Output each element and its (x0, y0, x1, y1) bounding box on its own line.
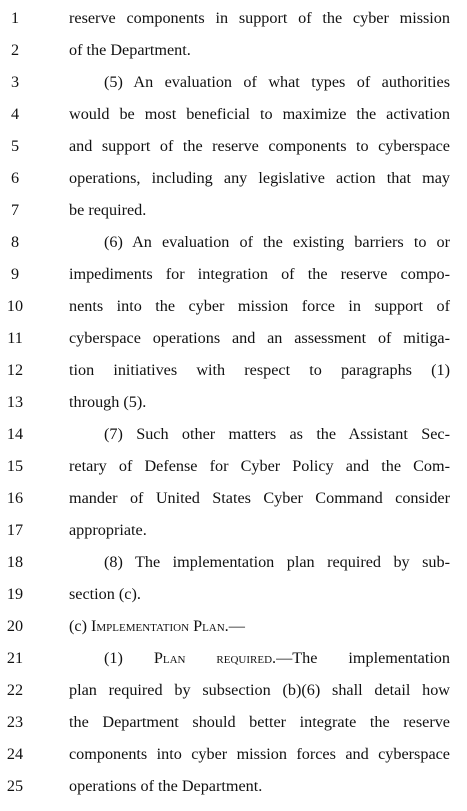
line-number: 13 (6, 393, 24, 411)
line-7 (0, 194, 467, 226)
line-text: through (5). (69, 393, 147, 411)
line-text: operations, including any legislative action that may (69, 169, 450, 187)
line-number: 7 (10, 201, 20, 219)
line-number: 9 (10, 265, 20, 283)
line-20 (0, 610, 467, 642)
line-12 (0, 354, 467, 386)
line-number: 2 (10, 41, 20, 59)
line-number: 14 (6, 425, 24, 443)
line-text: components into cyber mission forces and cyberspace (69, 745, 450, 763)
line-number: 1 (10, 9, 20, 27)
line-19 (0, 578, 467, 610)
line-number: 3 (10, 73, 20, 91)
line-14 (0, 418, 467, 450)
line-text: plan required by subsection (b)(6) shall detail how (69, 681, 450, 699)
line-number: 4 (10, 105, 20, 123)
heading-prefix: (1) (104, 649, 154, 667)
line-11 (0, 322, 467, 354)
line-6 (0, 162, 467, 194)
line-25 (0, 770, 467, 802)
line-9 (0, 258, 467, 290)
line-3 (0, 66, 467, 98)
line-number: 5 (10, 137, 20, 155)
line-23 (0, 706, 467, 738)
line-number: 25 (6, 777, 24, 795)
line-number: 8 (10, 233, 20, 251)
line-18 (0, 546, 467, 578)
heading-prefix: (c) (69, 617, 92, 635)
line-22 (0, 674, 467, 706)
line-text: impediments for integration of the reserve compo- (69, 265, 450, 283)
line-number: 17 (6, 521, 24, 539)
line-24 (0, 738, 467, 770)
line-text: section (c). (69, 585, 141, 603)
heading-title: Plan required. (153, 649, 277, 667)
line-text: of the Department. (69, 41, 191, 59)
line-number: 10 (6, 297, 24, 315)
line-text: (7) Such other matters as the Assistant Sec- (104, 425, 450, 443)
line-text: cyberspace operations and an assessment of mitiga- (69, 329, 450, 347)
line-17 (0, 514, 467, 546)
heading-suffix: — (228, 617, 245, 635)
section-heading (69, 610, 450, 642)
line-text: retary of Defense for Cyber Policy and the Com- (69, 457, 450, 475)
heading-title: Implementation Plan. (91, 617, 229, 635)
line-13 (0, 386, 467, 418)
line-number: 20 (6, 617, 24, 635)
line-text: the Department should better integrate the reserve (69, 713, 450, 731)
line-number: 21 (6, 649, 24, 667)
line-number: 19 (6, 585, 24, 603)
line-16 (0, 482, 467, 514)
line-number: 12 (6, 361, 24, 379)
line-text: mander of United States Cyber Command consider (69, 489, 450, 507)
line-number: 18 (6, 553, 24, 571)
line-text: be required. (69, 201, 147, 219)
line-21 (0, 642, 467, 674)
line-5 (0, 130, 467, 162)
line-text: (5) An evaluation of what types of authorities (104, 73, 450, 91)
line-number: 16 (6, 489, 24, 507)
line-8 (0, 226, 467, 258)
line-text: would be most beneficial to maximize the activation (69, 105, 450, 123)
line-text: reserve components in support of the cyber mission (69, 9, 450, 27)
paragraph-heading (104, 642, 450, 674)
line-2 (0, 34, 467, 66)
heading-suffix: —The implementation (276, 649, 450, 667)
line-number: 15 (6, 457, 24, 475)
line-text: (6) An evaluation of the existing barriers to or (104, 233, 450, 251)
line-text: appropriate. (69, 521, 147, 539)
line-number: 23 (6, 713, 24, 731)
line-text: operations of the Department. (69, 777, 263, 795)
line-number: 22 (6, 681, 24, 699)
line-10 (0, 290, 467, 322)
line-text: (8) The implementation plan required by sub- (104, 553, 450, 571)
line-text: and support of the reserve components to cyberspace (69, 137, 450, 155)
line-number: 6 (10, 169, 20, 187)
line-text: nents into the cyber mission force in support of (69, 297, 450, 315)
line-text: tion initiatives with respect to paragraphs (1) (69, 361, 450, 379)
line-15 (0, 450, 467, 482)
line-number: 11 (7, 329, 23, 347)
line-1 (0, 2, 467, 34)
line-4 (0, 98, 467, 130)
line-number: 24 (6, 745, 24, 763)
